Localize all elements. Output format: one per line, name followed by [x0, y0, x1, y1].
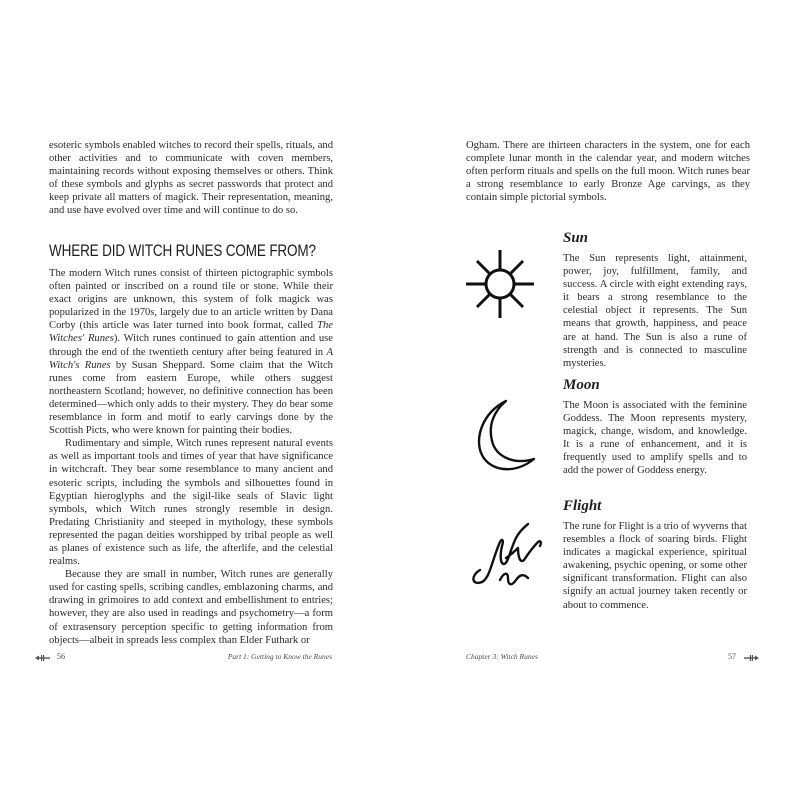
- paragraph-rudimentary: Rudimentary and simple, Witch runes represent natural events as well as important tools and times of year that have significance in witchcraft. They bear some resemblance to many ancient and esoteric scripts, including the symbols and silhouettes found in Egyptian hieroglyphs and the sigil-like seals of Slavic light symbols, which Witch runes strongly resemble in design. Predating Christianity and steeped in mythology, these symbols represented the pagan deities worshipped by tribal people as well as planes of existence such as life, the afterlife, and the celestial realms.: [49, 438, 333, 568]
- rune-title-moon: Moon: [563, 377, 600, 393]
- intro-paragraph-text: esoteric symbols enabled witches to record their spells, rituals, and other activities and to communicate with coven members, maintaining records without exposing themselves or others. Think of these symbols and glyphs as secret passwords that protect and keep private all matters of magick. Their representation, meaning, and use have evolved over time and will continue to do so.: [49, 140, 333, 217]
- right-intro-paragraph: [466, 139, 750, 204]
- book-title-witches-runes: The Witches' Runes: [49, 320, 333, 345]
- page-number-left: 56: [57, 652, 65, 661]
- paragraph-small-in-number: Because they are small in number, Witch runes are generally used for casting spells, scribing candles, emblazoning charms, and drawing in grimoires to add context and embellishment to entries; however, they are also used in readings and psychometry—a form of extrasensory perception specific to getting information from objects—albeit in spreads less complex than Elder Futhark or: [49, 569, 333, 646]
- intro-paragraph-text: Ogham. There are thirteen characters in the system, one for each complete lunar month in the calendar year, and modern witches often perform rituals and spells on the full moon. Witch runes bear a strong resemblance to early Bronze Age carvings, as they contain simple pictorial symbols.: [466, 140, 750, 204]
- paragraph-text: The modern Witch runes consist of thirteen pictographic symbols often painted or inscribed on a round tile or stone. While their exact origins are unknown, this system of folk magick was popularized in the 1970s, largely due to an article written by Dana Corby (this article was later turned into book format, called: [49, 268, 333, 332]
- left-body-text: [49, 267, 333, 647]
- book-title-a-witchs-runes: A Witch's Runes: [49, 346, 333, 371]
- running-head-left: Part 1: Getting to Know the Runes: [227, 652, 332, 661]
- left-intro-paragraph: [49, 139, 333, 218]
- paragraph-text: ). Witch runes continued to gain attention and use through the end of the twentieth century after being featured in: [49, 333, 333, 358]
- rune-description-moon: The Moon is associated with the feminine Goddess. The Moon represents mystery, magick, change, wisdom, and knowledge. It is a rune of enhancement, and it is frequently used to amplify spells and to add the power of Goddess energy.: [563, 400, 747, 477]
- arrow-left-ornament-icon: [35, 654, 51, 662]
- rune-description-flight: The rune for Flight is a trio of wyverns that resembles a flock of soaring birds. Flight indicates a magickal experience, spiritual awakening, psychic opening, or some other significant transformation. Flight can also signify an actual journey taken recently or about to commence.: [563, 521, 747, 611]
- right-page: [400, 0, 800, 800]
- section-heading: WHERE DID WITCH RUNES COME FROM?: [49, 242, 316, 260]
- running-head-right: Chapter 3: Witch Runes: [466, 652, 538, 661]
- flight-wyverns-rune-icon: [466, 520, 546, 592]
- crescent-moon-rune-icon: [472, 395, 542, 475]
- arrow-right-ornament-icon: [743, 654, 759, 662]
- page-number-right: 57: [728, 652, 736, 661]
- rune-description-sun: The Sun represents light, attainment, power, joy, fulfillment, family, and success. A circle with eight extending rays, it bears a strong resemblance to the celestial object it represents. The Sun means that growth, happiness, and peace are at hand. The Sun is also a rune of strength and is connected to masculine mysteries.: [563, 253, 747, 369]
- paragraph-text: by Susan Sheppard. Some claim that the Witch runes come from eastern Europe, while others suggest northeastern Scotland; however, no definitive connection has been determined—which only adds to their mystery. They do bear some resemblance in form and motif to early carvings done by the Scottish Picts, who were known for painting their bodies.: [49, 359, 333, 437]
- rune-title-flight: Flight: [563, 498, 602, 514]
- rune-title-sun: Sun: [563, 230, 589, 246]
- sun-rune-icon: [464, 248, 536, 320]
- paragraph-origins: [49, 267, 333, 437]
